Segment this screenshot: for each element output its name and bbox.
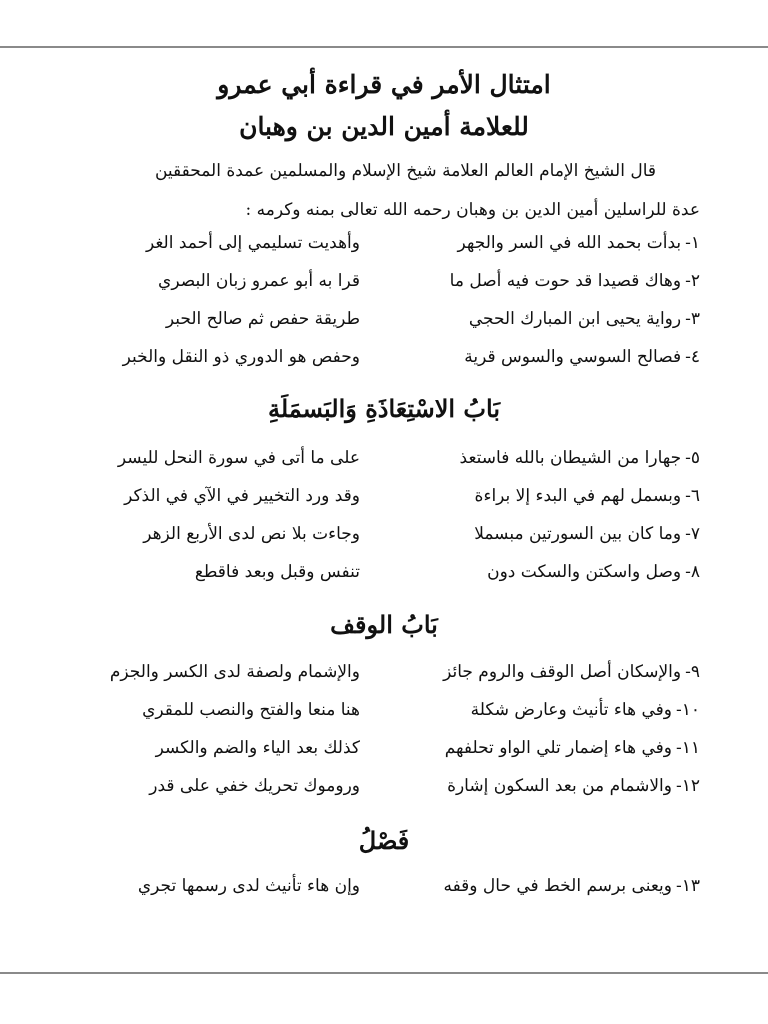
verse-second-hemistich: هنا منعا والفتح والنصب للمقري bbox=[142, 700, 360, 720]
verse-first-hemistich: ٧-وما كان بين السورتين مبسملا bbox=[474, 524, 700, 544]
verse-number: ١١- bbox=[675, 738, 700, 758]
verse-line bbox=[60, 448, 700, 478]
intro-paragraph bbox=[60, 152, 700, 230]
verse-second-hemistich: وإن هاء تأنيث لدى رسمها تجري bbox=[137, 876, 360, 896]
verse-second-hemistich: كذلك بعد الياء والضم والكسر bbox=[155, 738, 360, 758]
verse-second-hemistich: وروموك تحريك خفي على قدر bbox=[149, 776, 360, 796]
verse-line bbox=[60, 776, 700, 806]
verse-line bbox=[60, 486, 700, 516]
verse-line bbox=[60, 876, 700, 906]
section-heading: فَصْلُ bbox=[358, 826, 410, 855]
verse-line bbox=[60, 524, 700, 554]
verse-line bbox=[60, 738, 700, 768]
verse-first-hemistich: ١٣-ويعنى برسم الخط في حال وقفه bbox=[443, 876, 700, 896]
verse-number: ٦- bbox=[685, 486, 700, 506]
verse-first-hemistich: ٢-وهاك قصيدا قد حوت فيه أصل ما bbox=[449, 271, 700, 291]
verse-number: ٨- bbox=[685, 562, 700, 582]
verse-number: ٢- bbox=[685, 271, 700, 291]
verse-number: ٣- bbox=[685, 309, 700, 329]
document-page bbox=[0, 48, 768, 972]
verse-number: ١- bbox=[685, 233, 700, 253]
verse-line bbox=[60, 562, 700, 592]
document-title: امتثال الأمر في قراءة أبي عمرو bbox=[217, 70, 551, 99]
verse-number: ١٣- bbox=[675, 876, 700, 896]
verse-first-hemistich: ٨-وصل واسكتن والسكت دون bbox=[487, 562, 700, 582]
verse-number: ٤- bbox=[685, 347, 700, 367]
verse-second-hemistich: وأهديت تسليمي إلى أحمد الغر bbox=[145, 233, 360, 253]
verse-second-hemistich: والإشمام ولصفة لدى الكسر والجزم bbox=[109, 662, 360, 682]
section-heading: بَابُ الوقف bbox=[330, 610, 438, 639]
verse-first-hemistich: ١١-وفي هاء إضمار تلي الواو تحلفهم bbox=[444, 738, 700, 758]
section-heading: بَابُ الاسْتِعَاذَةِ وَالبَسمَلَةِ bbox=[267, 394, 501, 423]
bottom-rule bbox=[0, 972, 768, 974]
verse-first-hemistich: ١٠-وفي هاء تأنيث وعارض شكلة bbox=[470, 700, 700, 720]
verse-second-hemistich: تنفس وقبل وبعد فاقطع bbox=[194, 562, 360, 582]
verse-first-hemistich: ٤-فصالح السوسي والسوس قرية bbox=[464, 347, 700, 367]
verse-number: ٥- bbox=[685, 448, 700, 468]
verse-first-hemistich: ٩-والإسكان أصل الوقف والروم جائز bbox=[443, 662, 700, 682]
verse-second-hemistich: وقد ورد التخيير في الآي في الذكر bbox=[124, 486, 360, 506]
verse-number: ٧- bbox=[685, 524, 700, 544]
verse-line bbox=[60, 233, 700, 263]
verse-line bbox=[60, 271, 700, 301]
verse-second-hemistich: وجاءت بلا نص لدى الأربع الزهر bbox=[143, 524, 360, 544]
intro-line: عدة للراسلين أمين الدين بن وهبان رحمه الله تعالى بمنه وكرمه : bbox=[245, 200, 700, 220]
verse-line bbox=[60, 309, 700, 339]
verse-second-hemistich: وحفص هو الدوري ذو النقل والخبر bbox=[122, 347, 360, 367]
verse-first-hemistich: ١-بدأت بحمد الله في السر والجهر bbox=[457, 233, 700, 253]
verse-second-hemistich: على ما أتى في سورة النحل لليسر bbox=[117, 448, 360, 468]
verse-first-hemistich: ٥-جهارا من الشيطان بالله فاستعذ bbox=[459, 448, 700, 468]
verse-second-hemistich: طريقة حفص ثم صالح الحبر bbox=[165, 309, 360, 329]
verse-first-hemistich: ١٢-والاشمام من بعد السكون إشارة bbox=[447, 776, 700, 796]
verse-first-hemistich: ٦-وبسمل لهم في البدء إلا براءة bbox=[474, 486, 700, 506]
verse-line bbox=[60, 700, 700, 730]
verse-line bbox=[60, 662, 700, 692]
verse-second-hemistich: قرا به أبو عمرو زبان البصري bbox=[158, 271, 360, 291]
document-subtitle: للعلامة أمين الدين بن وهبان bbox=[239, 112, 529, 141]
verse-number: ٩- bbox=[685, 662, 700, 682]
verse-first-hemistich: ٣-رواية يحيى ابن المبارك الحجي bbox=[468, 309, 700, 329]
intro-line: قال الشيخ الإمام العالم العلامة شيخ الإسلام والمسلمين عمدة المحققين bbox=[154, 161, 656, 181]
verse-number: ١٢- bbox=[675, 776, 700, 796]
verse-number: ١٠- bbox=[675, 700, 700, 720]
verse-line bbox=[60, 347, 700, 377]
